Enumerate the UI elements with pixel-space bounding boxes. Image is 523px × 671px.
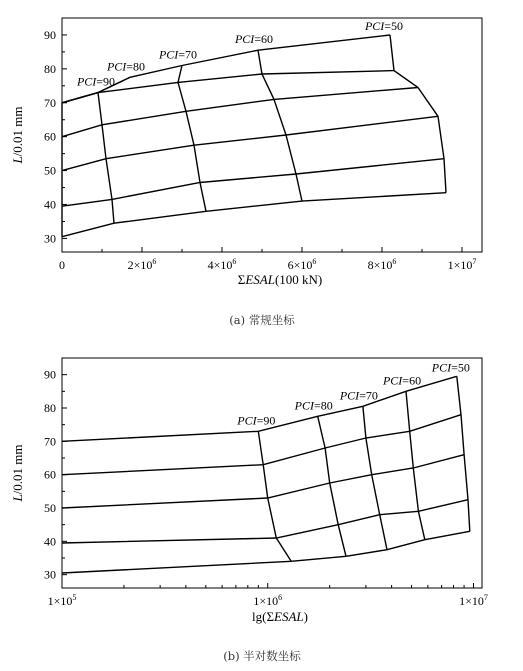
y-tick-label: 90	[44, 27, 56, 42]
y-tick-label: 30	[44, 567, 56, 582]
plot-frame	[62, 18, 482, 252]
x-tick-label: 0	[59, 258, 65, 272]
pci-label: PCI=90	[76, 74, 116, 89]
pci-contour-line	[178, 66, 206, 212]
y-tick-label: 50	[44, 501, 56, 515]
pci-label: PCI=70	[339, 388, 378, 403]
y-tick-label: 80	[44, 401, 56, 415]
pci-contour-line	[318, 416, 346, 556]
pci-label: PCI=80	[294, 398, 333, 413]
pci-contour-line	[390, 35, 446, 193]
pci-label: PCI=50	[431, 360, 470, 375]
x-tick-label: $1\times 10^7$	[459, 593, 488, 608]
pci-contour-line	[363, 406, 387, 549]
figure-caption: (a) 常规坐标	[229, 313, 295, 327]
x-tick-label: $6\times 10^6$	[287, 257, 317, 272]
plot-frame	[62, 358, 482, 588]
x-axis-label: lg(ΣESAL)	[252, 609, 308, 624]
x-tick-label: $1\times 10^5$	[47, 593, 77, 608]
x-tick-label: $4\times 10^6$	[207, 257, 237, 272]
x-tick-label: $1\times 10^7$	[447, 257, 477, 272]
pci-contour-line	[62, 93, 98, 237]
y-tick-label: 60	[44, 129, 56, 144]
x-axis-label: ΣESAL(100 kN)	[237, 272, 323, 287]
figure-caption: (b) 半对数坐标	[223, 649, 301, 663]
chart-panel-a	[10, 18, 482, 327]
pci-label: PCI=60	[234, 32, 274, 47]
x-tick-label: $2\times 10^6$	[127, 257, 157, 272]
series-line	[62, 193, 446, 237]
pci-label: PCI=60	[382, 373, 422, 388]
series-line	[62, 88, 418, 137]
pci-label: PCI=90	[237, 413, 276, 428]
y-tick-label: 40	[44, 534, 56, 549]
pci-label: PCI=80	[106, 59, 146, 74]
y-axis-label: L/0.01 mm	[10, 444, 25, 502]
pci-label: PCI=70	[158, 47, 198, 62]
x-tick-label: $1\times 10^6$	[253, 593, 283, 608]
pci-contour-line	[457, 376, 470, 531]
pci-label: PCI=50	[364, 18, 404, 33]
series-line	[62, 500, 468, 543]
y-tick-label: 60	[44, 467, 56, 482]
y-axis-label: L/0.01 mm	[10, 106, 25, 164]
chart-panel-b	[10, 358, 488, 663]
y-tick-label: 90	[44, 367, 56, 382]
y-tick-label: 40	[44, 197, 56, 212]
x-tick-label: $8\times 10^6$	[367, 257, 397, 272]
series-line	[62, 116, 438, 170]
y-tick-label: 80	[44, 61, 56, 76]
y-tick-label: 70	[44, 434, 56, 449]
series-line	[62, 159, 444, 207]
y-tick-label: 30	[44, 231, 56, 246]
y-tick-label: 70	[44, 95, 56, 110]
y-tick-label: 50	[44, 163, 56, 178]
